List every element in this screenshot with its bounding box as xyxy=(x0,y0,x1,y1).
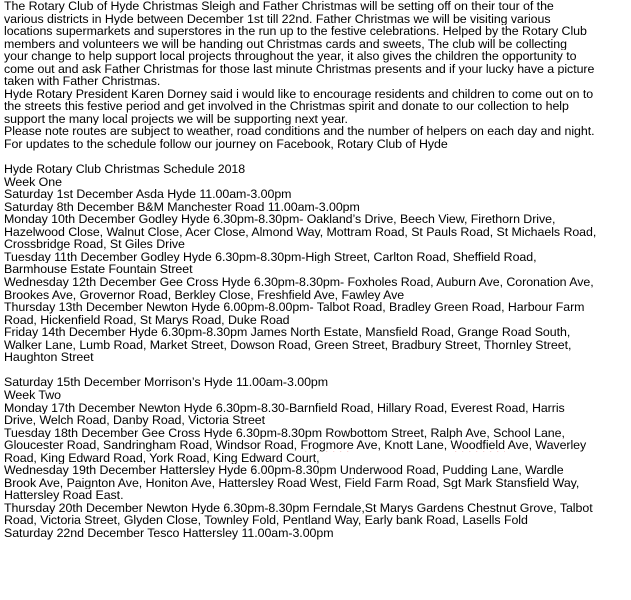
text-line xyxy=(4,351,627,364)
misspelled-word: Hazelwood xyxy=(4,225,65,239)
text-line xyxy=(4,25,627,38)
text-segment: Road, Victoria Street, xyxy=(4,514,124,527)
text-line xyxy=(4,326,627,339)
misspelled-word: Woodfield xyxy=(450,439,505,452)
text-segment: Street, Ralph Ave, School Lane, xyxy=(387,426,565,440)
text-segment: Hyde Rotary President Karen Dorney said i would like to encourage residents and children to come out on to xyxy=(4,87,594,101)
text-line xyxy=(4,452,627,465)
text-segment: Road, xyxy=(4,313,41,327)
text-line xyxy=(4,50,627,63)
misspelled-word: Dowson xyxy=(230,338,275,352)
text-segment: Way, Early bank Road, xyxy=(331,514,463,527)
text-line xyxy=(4,75,627,88)
text-segment: Road, St Giles Drive xyxy=(70,238,185,251)
misspelled-word: Lasells xyxy=(462,514,501,527)
text-segment: taken with Father Christmas. xyxy=(4,75,161,88)
misspelled-word: Pentland xyxy=(282,514,332,527)
text-segment: Road, Hillary Road, Everest Road, Harris xyxy=(337,401,565,415)
text-line xyxy=(4,339,627,352)
misspelled-word: Frogmore xyxy=(300,439,354,452)
misspelled-word: Grovernor xyxy=(79,288,135,302)
misspelled-word: Brookes xyxy=(4,288,50,302)
text-line xyxy=(4,238,627,251)
text-segment: Ave, Hattersley Road West, Field Farm Road, Sgt Mark Stansfield Way, xyxy=(187,476,580,490)
text-segment: Road, Market Street, xyxy=(110,338,231,352)
misspelled-word: Townley xyxy=(204,514,249,527)
text-segment: Walker Lane, xyxy=(4,338,80,352)
text-segment: members and volunteers we will be handing out Christmas cards and sweets, The club will be collecting xyxy=(4,37,567,51)
text-segment: Ave, xyxy=(49,288,80,302)
misspelled-word: Fawley xyxy=(341,288,381,302)
misspelled-word: Crossbridge xyxy=(4,238,71,251)
text-line xyxy=(4,100,627,113)
text-segment: Brook Ave, Paignton Ave, xyxy=(4,476,146,490)
text-segment: Estate Fountain Street xyxy=(66,263,193,277)
misspelled-word: Danby xyxy=(113,414,149,427)
misspelled-word: Lumb xyxy=(79,338,111,352)
text-segment: Close, Walnut Close, Acer Close, Almond Way, Mottram Road, St Pauls Road, St Michaels Road, xyxy=(64,225,597,239)
text-line xyxy=(4,314,627,327)
text-segment: support the many local projects we will be supporting next year. xyxy=(4,112,348,126)
text-segment: Ave, xyxy=(311,288,342,302)
text-segment: Hyde Rotary Club Christmas Schedule 2018 xyxy=(4,163,246,176)
text-segment: Hattersley Road East. xyxy=(4,489,124,502)
text-segment: Road, Green Street, Bradbury Street, Thornley Street, xyxy=(274,338,572,352)
text-line xyxy=(4,38,627,51)
text-line xyxy=(4,376,627,389)
text-segment: Thursday 13th December Newton Hyde 6.00pm-8.00pm- Talbot Road, Bradley Green Road, Harbour Farm xyxy=(4,301,585,314)
text-line xyxy=(4,301,627,314)
text-line xyxy=(4,489,627,502)
misspelled-word: 6.30pm-8.30-Barnfield xyxy=(215,401,338,415)
text-segment: Wednesday 19th December Hattersley Hyde 6.00pm-8.30pm Underwood Road, Pudding Lane, xyxy=(4,464,526,477)
text-segment: Please note routes are subject to weather, road conditions and the number of helpers on each day and night. xyxy=(4,125,595,139)
text-segment: Monday 10th December Godley Hyde 6.30pm-8.30pm- Oakland’s Drive, Beech View, Firethorn Drive, xyxy=(4,213,556,226)
misspelled-word: Barmhouse xyxy=(4,263,67,277)
intro-paragraph xyxy=(4,0,627,151)
misspelled-word: Freshfield xyxy=(257,288,311,302)
text-line xyxy=(4,414,627,427)
text-line xyxy=(4,63,627,76)
text-segment: Saturday 8th December B&M Manchester Road 11.00am-3.00pm xyxy=(4,200,360,214)
misspelled-word: Honiton xyxy=(145,476,188,490)
text-segment: various districts in Hyde between December 1st till 22nd. Father Christmas we will be visiting various xyxy=(4,12,551,26)
text-segment: Close, xyxy=(162,514,205,527)
text-segment: your change to help support local projects throughout the year, it also gives the children the opportunity to xyxy=(4,50,577,63)
text-line xyxy=(4,427,627,440)
text-segment: Road, King Edward Road, York Road, King Edward Court, xyxy=(4,451,320,465)
text-segment: Drive, Welch Road, xyxy=(4,414,113,427)
text-segment: Week One xyxy=(4,175,62,189)
text-line xyxy=(4,113,627,126)
text-line xyxy=(4,13,627,26)
text-segment: Street xyxy=(57,351,94,364)
text-line xyxy=(4,125,627,138)
text-line xyxy=(4,439,627,452)
text-line xyxy=(4,263,627,276)
text-segment: Friday 14th December Hyde 6.30pm-8.30pm James North Estate, Mansfield Road, Grange Road South, xyxy=(4,326,571,339)
text-segment: Thursday 20th December Newton Hyde 6.30pm-8.30pm Ferndale,St Marys Gardens Chestnut Grove, Talbot xyxy=(4,501,593,515)
blank-line xyxy=(4,151,627,164)
text-segment: Fold, xyxy=(248,514,283,527)
text-segment: Gloucester Road, Sandringham Road, Windsor Road, xyxy=(4,439,301,452)
text-segment: Saturday 15th December Morrison’s Hyde 11.00am-3.00pm xyxy=(4,376,329,389)
text-line xyxy=(4,527,627,540)
misspelled-word: Glyden xyxy=(123,514,163,527)
text-segment: The Rotary Club of Hyde Christmas Sleigh and Father Christmas will be setting off on their tour of the xyxy=(4,0,554,13)
text-line xyxy=(4,289,627,302)
text-segment: the streets this festive period and get involved in the Christmas spirit and donate to our collection to help xyxy=(4,100,569,113)
text-line xyxy=(4,514,627,527)
text-line xyxy=(4,464,627,477)
text-line xyxy=(4,163,627,176)
text-segment: Road, St Marys Road, Duke Road xyxy=(100,313,290,327)
text-line xyxy=(4,176,627,189)
text-line xyxy=(4,502,627,515)
text-segment: For updates to the schedule follow our journey on Facebook, Rotary Club of Hyde xyxy=(4,138,448,151)
text-line xyxy=(4,226,627,239)
text-segment: Wednesday 12th December Gee Cross Hyde 6.30pm-8.30pm- Foxholes Road, Auburn Ave, Coronation Ave, xyxy=(4,276,594,289)
text-segment: Tuesday 18th December Gee Cross Hyde 6.30pm-8.30pm xyxy=(4,426,326,440)
text-segment: Ave, Knott Lane, xyxy=(353,439,451,452)
text-segment: come out and ask Father Christmas for those last minute Christmas presents and if your lucky have a picture xyxy=(4,62,595,76)
text-segment: Week Two xyxy=(4,388,61,402)
text-segment: Ave xyxy=(380,288,405,302)
text-segment: locations supermarkets and superstores in the run up to the festive celebrations. Helped by the Rotary Club xyxy=(4,25,587,38)
text-segment: Fold xyxy=(500,514,528,527)
text-line xyxy=(4,201,627,214)
misspelled-word: Haughton xyxy=(4,351,58,364)
text-segment: Saturday 22nd December Tesco Hattersley 11.00am-3.00pm xyxy=(4,526,334,540)
text-segment: Road, Victoria Street xyxy=(148,414,266,427)
schedule-week-two xyxy=(4,376,627,539)
misspelled-word: Rowbottom xyxy=(325,426,388,440)
text-segment: Saturday 1st December Asda Hyde 11.00am-3.00pm xyxy=(4,188,292,201)
schedule-week-one xyxy=(4,163,627,364)
blank-line xyxy=(4,364,627,377)
text-segment: Monday 17th December Newton Hyde xyxy=(4,401,216,415)
text-line xyxy=(4,477,627,490)
text-line xyxy=(4,276,627,289)
text-line xyxy=(4,138,627,151)
text-line xyxy=(4,402,627,415)
text-segment: Tuesday 11th December Godley Hyde 6.30pm-8.30pm-High Street, Carlton Road, Sheffield Road, xyxy=(4,250,537,264)
text-line xyxy=(4,0,627,13)
text-line xyxy=(4,188,627,201)
misspelled-word: Wardle xyxy=(525,464,564,477)
misspelled-word: Hickenfield xyxy=(40,313,101,327)
text-segment: Road, Berkley Close, xyxy=(134,288,258,302)
text-segment: Ave, Waverley xyxy=(504,439,587,452)
text-line xyxy=(4,251,627,264)
text-line xyxy=(4,213,627,226)
text-line xyxy=(4,88,627,101)
text-line xyxy=(4,389,627,402)
